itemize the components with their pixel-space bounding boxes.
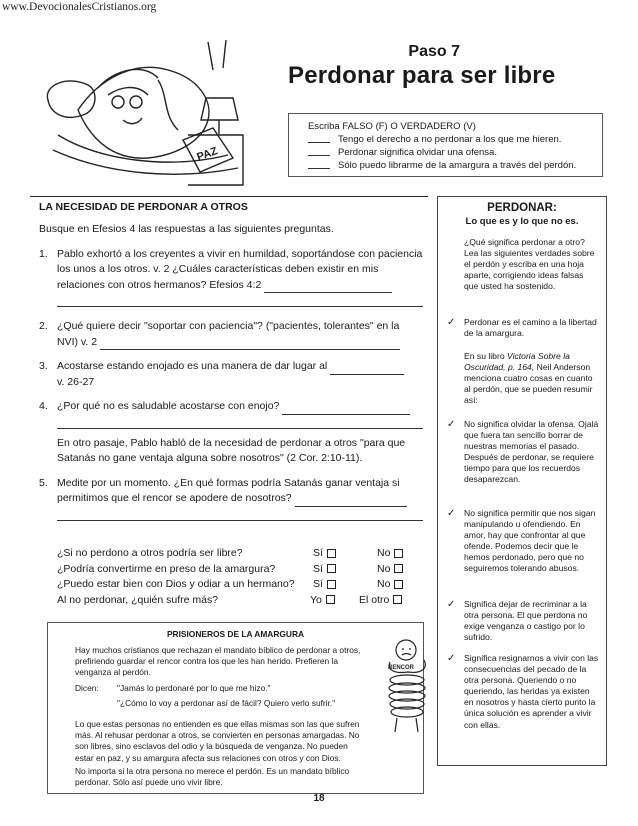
illustration-sign-text: PAZ bbox=[195, 145, 220, 164]
yes-no-question: ¿Puedo estar bien con Dios y odiar a un hermano? bbox=[57, 578, 295, 590]
sleeping-man-illustration bbox=[38, 40, 263, 190]
yes-no-questions bbox=[57, 546, 427, 608]
ref-text: Neil Anderson menciona cuatro cosas en cuanto al perdón, que se pueden resumir así: bbox=[464, 362, 593, 406]
question-number: 2. bbox=[39, 320, 48, 332]
sidebar-title: PERDONAR: bbox=[487, 202, 557, 214]
quote: "¿Cómo lo voy a perdonar así de fácil? Quiero verlo sufrir." bbox=[117, 698, 336, 709]
sidebar-item bbox=[447, 419, 600, 486]
tf-item bbox=[308, 146, 592, 159]
question-text: Medite por un momento. ¿En qué formas podría Satanás ganar ventaja si permitimos que el rencor se apodere de nosotros? bbox=[57, 476, 400, 504]
figure-label: RENCOR bbox=[388, 665, 415, 671]
yes-no-question: ¿Podría convertirme en preso de la amargura? bbox=[57, 562, 276, 575]
question-number: 5. bbox=[39, 476, 48, 489]
intro-text: Busque en Efesios 4 las respuestas a las siguientes preguntas. bbox=[39, 223, 334, 235]
checkbox[interactable] bbox=[327, 580, 336, 589]
sidebar-box bbox=[437, 196, 607, 766]
answer-line[interactable] bbox=[330, 363, 404, 375]
answer-line[interactable] bbox=[57, 415, 423, 429]
check-icon: ✓ bbox=[447, 599, 456, 610]
sidebar-item-text: Perdonar es el camino a la libertad de la amargura. bbox=[464, 317, 597, 339]
page-number: 18 bbox=[313, 793, 325, 804]
section-title: LA NECESIDAD DE PERDONAR A OTROS bbox=[39, 201, 248, 213]
checkbox[interactable] bbox=[394, 564, 403, 573]
question-reference: v. 26-27 bbox=[57, 375, 95, 388]
sidebar-item bbox=[447, 508, 600, 575]
option-a-label: Sí bbox=[313, 578, 323, 590]
watermark: www.DevocionalesCristianos.org bbox=[2, 1, 157, 13]
yes-no-row bbox=[57, 593, 427, 609]
check-icon: ✓ bbox=[447, 508, 456, 519]
ref-text: En su libro bbox=[464, 351, 507, 361]
question-number: 1. bbox=[39, 247, 48, 260]
option-b-label: El otro bbox=[359, 593, 390, 606]
questions bbox=[39, 222, 423, 521]
checkbox[interactable] bbox=[394, 580, 403, 589]
checkbox[interactable] bbox=[393, 595, 402, 604]
book-title: Victoria Sobre la Oscuridad, p. 164, bbox=[464, 351, 570, 373]
sidebar-item-text: No significa olvidar la ofensa. Ojalá que fuera tan sencillo borrar de nuestras memorias el pasado. Después de perdonar, se requiere tiempo para que los recuerdos desaparezcan. bbox=[464, 419, 599, 485]
answer-line[interactable] bbox=[100, 338, 400, 350]
question-4 bbox=[39, 399, 423, 415]
question-number: 3. bbox=[39, 360, 48, 372]
step-label: Paso 7 bbox=[408, 43, 460, 60]
sidebar-item-text: Significa dejar de recriminar a la otra persona. El que perdona no exige venganza o castigo por lo sufrido. bbox=[464, 599, 588, 643]
check-icon: ✓ bbox=[447, 419, 456, 430]
answer-line[interactable] bbox=[264, 281, 392, 293]
sidebar-item bbox=[447, 599, 600, 643]
true-false-instruction: Escriba FALSO (F) O VERDADERO (V) bbox=[308, 121, 476, 132]
tf-item-text: Sólo puedo librarme de la amargura a través del perdón. bbox=[338, 160, 577, 171]
sidebar-item bbox=[447, 653, 600, 731]
question-3 bbox=[39, 359, 423, 390]
chained-figure-illustration bbox=[382, 636, 434, 736]
yes-no-question: ¿Si no perdono a otros podría ser libre? bbox=[57, 547, 243, 559]
sidebar-reference bbox=[464, 351, 600, 406]
answer-blank[interactable] bbox=[308, 133, 330, 143]
question-text: Acostarse estando enojado es una manera de dar lugar al bbox=[57, 360, 328, 372]
tf-item-text: Perdonar significa olvidar una ofensa. bbox=[338, 147, 497, 158]
sidebar-item-text: Significa resignarnos a vivir con las consecuencias del pecado de la otra persona. Queriendo o no queriendo, las heridas ya existen en nosotros y hasta cierto punto la única solución es aprender a vivir con ellas. bbox=[464, 653, 599, 730]
true-false-box bbox=[288, 113, 603, 177]
prisoners-paragraph: Lo que estas personas no entienden es que ellas mismas son las que sufren más. Al rehusar perdonar a otros, se convierten en personas amargadas. No son libres, sino esclavos del odio y la búsqueda de venganza. No pueden estar en paz, y su amargura afecta sus relaciones con otros y con Dios. bbox=[75, 719, 360, 763]
page-title: Perdonar para ser libre bbox=[288, 62, 556, 89]
answer-blank[interactable] bbox=[308, 146, 330, 156]
checkbox[interactable] bbox=[394, 549, 403, 558]
checkbox[interactable] bbox=[327, 549, 336, 558]
question-4-extra: En otro pasaje, Pablo habló de la necesidad de perdonar a otros "para que Satanás no gane ventaja alguna sobre nosotros" (2 Cor. 2:10-11). bbox=[57, 436, 406, 464]
answer-line[interactable] bbox=[295, 495, 407, 507]
question-text: ¿Qué quiere decir "soportar con paciencia"? ("pacientes, tolerantes" en la NVI) v. 2 bbox=[57, 320, 400, 348]
answer-line[interactable] bbox=[282, 403, 410, 415]
question-2 bbox=[39, 319, 423, 350]
answer-line[interactable] bbox=[57, 293, 423, 307]
tf-item bbox=[308, 159, 592, 172]
check-icon: ✓ bbox=[447, 317, 456, 328]
question-number: 4. bbox=[39, 400, 48, 412]
tf-item-text: Tengo el derecho a no perdonar a los que me hieren. bbox=[338, 134, 562, 145]
question-text: ¿Por qué no es saludable acostarse con enojo? bbox=[57, 400, 280, 412]
option-a-label: Sí bbox=[313, 562, 323, 575]
option-b-label: No bbox=[377, 562, 391, 575]
check-icon: ✓ bbox=[447, 653, 456, 664]
quote: "Jamás lo perdonaré por lo que me hizo." bbox=[117, 683, 271, 693]
answer-blank[interactable] bbox=[308, 159, 330, 169]
checkbox[interactable] bbox=[327, 564, 336, 573]
dicen-label: Dicen: bbox=[75, 683, 99, 693]
question-5 bbox=[39, 476, 423, 507]
section-rule bbox=[30, 196, 428, 197]
prisoners-quotes bbox=[75, 683, 375, 709]
prisoners-title: PRISIONEROS DE LA AMARGURA bbox=[166, 629, 305, 639]
option-b-label: No bbox=[377, 578, 391, 590]
sidebar-item-text: No significa permitir que nos sigan manipulando u ofendiendo. En amor, hay que confrontar al que ofende. Podemos decir que le hemos perdonado, pero que no seguiremos tolerando abusos. bbox=[464, 508, 596, 574]
question-text: Pablo exhortó a los creyentes a vivir en humildad, soportándose con paciencia los unos a los otros. v. 2 ¿Cuáles características deben existir en mis relaciones con otros hermanos? Efesios 4:2 bbox=[57, 247, 423, 291]
tf-item bbox=[308, 133, 592, 146]
prisoners-box bbox=[47, 622, 424, 794]
yes-no-row bbox=[57, 546, 427, 562]
yes-no-row bbox=[57, 562, 427, 578]
question-1 bbox=[39, 247, 423, 294]
answer-line[interactable] bbox=[57, 507, 423, 521]
yes-no-question: Al no perdonar, ¿quién sufre más? bbox=[57, 593, 219, 606]
yes-no-row bbox=[57, 577, 427, 593]
checkbox[interactable] bbox=[326, 595, 335, 604]
prisoners-paragraph: No importa si la otra persona no merece el perdón. Es un mandato bíblico perdonar. Sólo así puede uno vivir libre. bbox=[75, 766, 350, 788]
option-b-label: No bbox=[377, 547, 391, 559]
option-a-label: Sí bbox=[313, 547, 323, 559]
sidebar-subtitle: Lo que es y lo que no es. bbox=[465, 216, 579, 227]
prisoners-paragraph: Hay muchos cristianos que rechazan el mandato bíblico de perdonar a otros, prefiriendo guardar el rencor contra los que les han herido. Prefieren la venganza al perdón. bbox=[75, 645, 361, 678]
option-a-label: Yo bbox=[310, 593, 322, 606]
sidebar-item bbox=[447, 317, 600, 339]
sidebar-intro: ¿Qué significa perdonar a otro? Lea las siguientes verdades sobre el perdón y escriba en una hoja aparte, corrigiendo ideas falsas que usted ha sostenido. bbox=[464, 237, 595, 292]
